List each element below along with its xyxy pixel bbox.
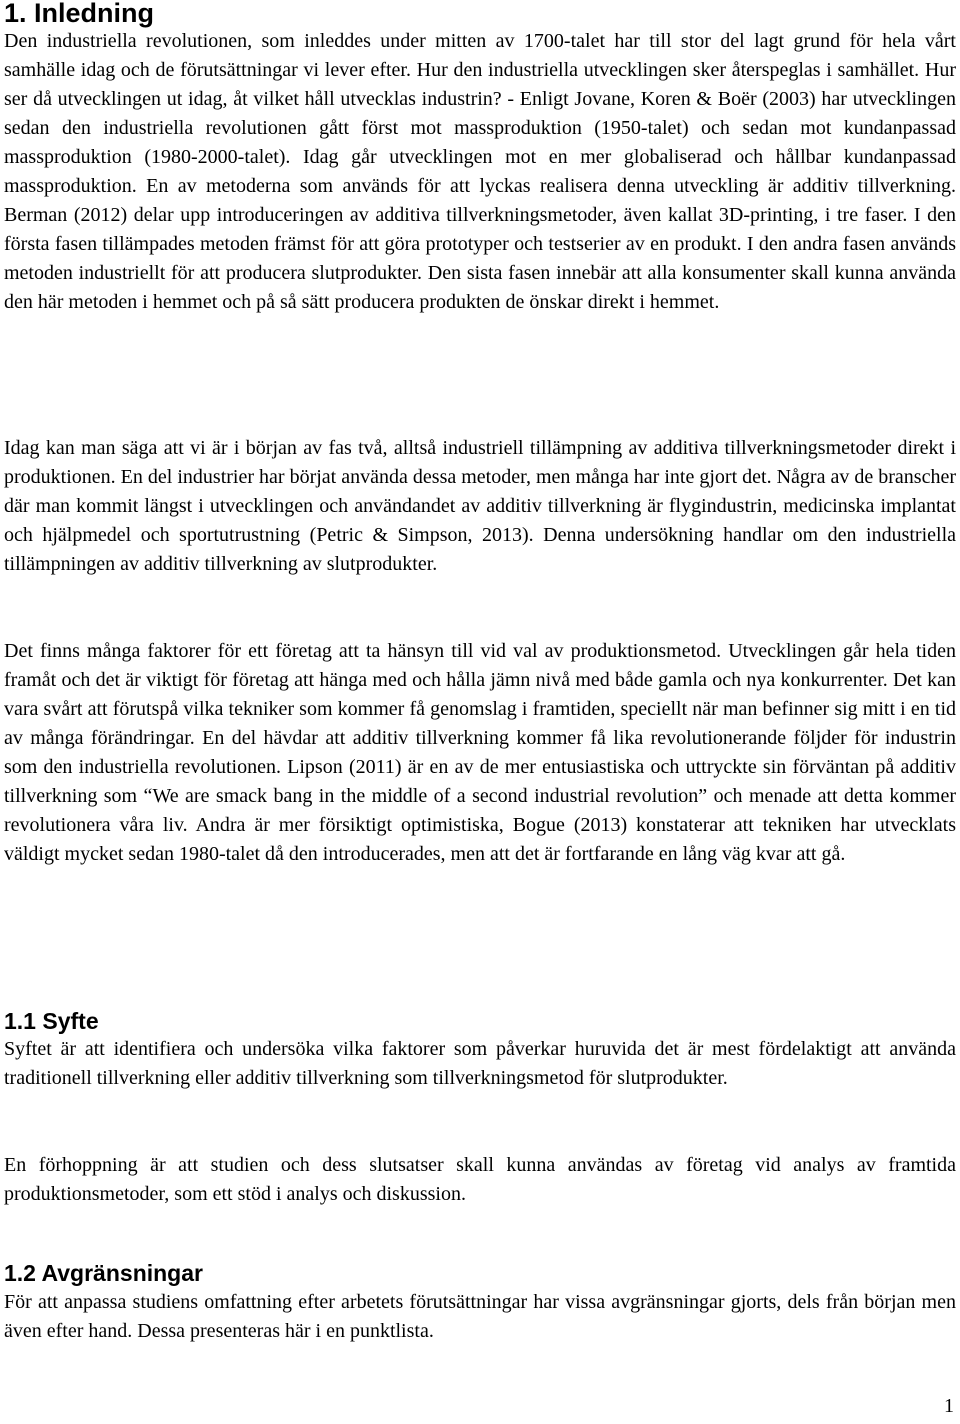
chapter-heading: 1. Inledning [4,0,155,28]
paragraph-phase-two: Idag kan man säga att vi är i början av fas två, alltså industriell tillämpning av additiva tillverkningsmetoder direkt i produktionen. En del industrier har börjat använda dessa metoder, men många har inte gjort det. Några av de branscher där man kommit längst i utvecklingen och användandet av additiv tillverkning är flygindustrin, medicinska implantat och hjälpmedel och sportutrustning (Petric & Simpson, 2013). Denna undersökning handlar om den industriella tillämpningen av additiv tillverkning av slutprodukter. [4,437,956,575]
paragraph-factors: Det finns många faktorer för ett företag att ta hänsyn till vid val av produktionsmetod. Utvecklingen går hela tiden framåt och det är viktigt för företag att hänga med och hålla jämn nivå med både gamla och nya konkurrenter. Det kan vara svårt att förutspå vilka tekniker som kommer få genomslag i framtiden, speciellt när man befinner sig mitt i en tid av många förändringar. En del hävdar att additiv tillverkning kommer få lika revolutionerande följder för industrin som den industriella revolutionen. Lipson (2011) är en av de mer entusiastiska och uttryckte sin förväntan på additiv tillverkning som “We are smack bang in the middle of a second industrial revolution” och menade att detta kommer revolutionera våra liv. Andra är mer försiktigt optimistiska, Bogue (2013) konstaterar att tekniken har utvecklats väldigt mycket sedan 1980-talet då den introducerades, men att det är fortfarande en lång väg kvar att gå. [4,640,956,865]
page-number: 1 [944,1395,954,1417]
section-heading-syfte: 1.1 Syfte [4,1008,99,1034]
paragraph-avgransningar: För att anpassa studiens omfattning efter arbetets förutsättningar har vissa avgränsningar gjorts, dels från början men även efter hand. Dessa presenteras här i en punktlista. [4,1291,956,1342]
paragraph-intro: Den industriella revolutionen, som inleddes under mitten av 1700-talet har till stor del lagt grund för hela vårt samhälle idag och de förutsättningar vi lever efter. Hur den industriella utvecklingen sker återspeglas i samhället. Hur ser då utvecklingen ut idag, åt vilket håll utvecklas industrin? - Enligt Jovane, Koren & Boër (2003) har utvecklingen sedan den industriella revolutionen gått först mot massproduktion (1950-talet) och sedan mot kundanpassad massproduktion (1980-2000-talet). Idag går utvecklingen mot en mer globaliserad och hållbar kundanpassad massproduktion. En av metoderna som används för att lyckas realisera denna utveckling är additiv tillverkning. Berman (2012) delar upp introduceringen av additiva tillverkningsmetoder, även kallat 3D-printing, i tre faser. I den första fasen tillämpades metoden främst för att göra prototyper och testserier av en produkt. I den andra fasen används metoden industriellt för att producera slutprodukter. Den sista fasen innebär att alla konsumenter skall kunna använda den här metoden i hemmet och på så sätt producera produkten de önskar direkt i hemmet. [4,30,956,313]
paragraph-forhoppning: En förhoppning är att studien och dess slutsatser skall kunna användas av företag vid analys av framtida produktionsmetoder, som ett stöd i analys och diskussion. [4,1154,956,1205]
section-heading-avgransningar: 1.2 Avgränsningar [4,1260,203,1286]
paragraph-syfte: Syftet är att identifiera och undersöka vilka faktorer som påverkar huruvida det är mest fördelaktigt att använda traditionell tillverkning eller additiv tillverkning som tillverkningsmetod för slutprodukter. [4,1038,956,1089]
